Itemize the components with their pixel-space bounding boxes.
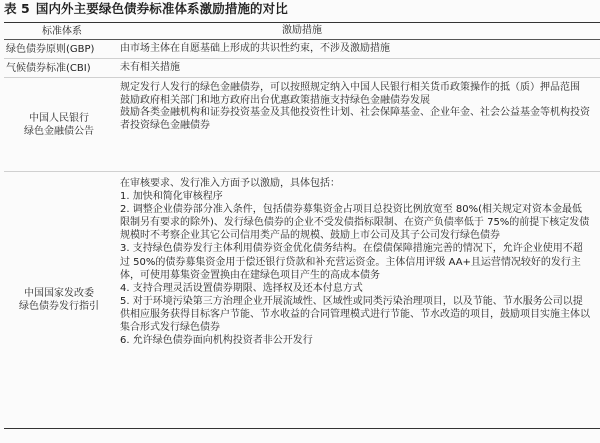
header-standard: 标准体系 xyxy=(42,25,82,37)
standard-line: 中国人民银行 xyxy=(29,112,89,124)
row-standard-cell xyxy=(4,78,120,171)
measure-paragraph: 由市场主体在自愿基础上形成的共识性约束，不涉及激励措施 xyxy=(120,42,390,54)
row-standard-cell xyxy=(4,43,120,56)
measure-paragraph: 鼓励政府相关部门和地方政府出台优惠政策措施支持绿色金融债券发展 xyxy=(120,94,430,106)
table-caption xyxy=(4,2,288,16)
measure-paragraph: 2. 调整企业债券部分准入条件，包括债券募集资金占项目总投资比例放宽至 80%(相关规定对资本金最低限制另有要求的除外)、发行绿色债券的企业不受发债指标限制、在资产负债率低于 75%的前提下核定发债规模时不考察企业其它公司信用类产品的规模、鼓励上市公司及其子公司发行绿色债券 xyxy=(120,204,590,242)
standard-line: 绿色债券原则(GBP) xyxy=(6,43,95,55)
header-measures: 激励措施 xyxy=(282,24,322,36)
comparison-table xyxy=(4,22,600,429)
table-row xyxy=(4,59,600,78)
table-row xyxy=(4,78,600,172)
measure-paragraph: 4. 支持合理灵活设置债券期限、选择权及还本付息方式 xyxy=(120,282,363,294)
standard-line: 绿色金融债公告 xyxy=(24,125,94,137)
table-row xyxy=(4,40,600,59)
row-standard-cell xyxy=(4,62,120,75)
measure-paragraph: 5. 对于环境污染第三方治理企业开展流域性、区域性或同类污染治理项目，以及节能、节水服务公司以提供相应服务获得目标客户节能、节水收益的合同管理模式进行节能、节水改造的项目，鼓励项目实施主体以集合形式发行绿色债券 xyxy=(120,295,590,334)
measure-paragraph: 在审核要求、发行准入方面予以激励，具体包括： xyxy=(120,178,340,189)
measure-paragraph: 6. 允许绿色债券面向机构投资者非公开发行 xyxy=(120,335,313,347)
measure-paragraph: 鼓励各类金融机构和证券投资基金及其他投资性计划、社会保障基金、企业年金、社会公益基金等机构投资者投资绿色金融债券 xyxy=(120,107,590,131)
row-measures-cell xyxy=(120,62,600,75)
table-header-row xyxy=(4,23,600,40)
standard-line: 绿色债券发行指引 xyxy=(19,301,99,312)
measure-paragraph: 3. 支持绿色债券发行主体利用债券资金优化债务结构。在偿债保障措施完善的情况下，允许企业使用不超过 50%的债券募集资金用于偿还银行贷款和补充营运资金。主体信用评级 AA+且运营情况较好的发行主体，可使用募集资金置换由在建绿色项目产生的高成本债务 xyxy=(120,243,583,281)
table-number: 表 5 xyxy=(4,1,30,16)
standard-line: 气候债券标准(CBI) xyxy=(6,62,91,74)
row-standard-cell xyxy=(4,172,120,428)
measure-paragraph: 未有相关措施 xyxy=(120,61,180,73)
measure-paragraph: 规定发行人发行的绿色金融债券，可以按照规定纳入中国人民银行相关货币政策操作的抵（质）押品范围 xyxy=(120,82,580,93)
table-row xyxy=(4,172,600,428)
row-measures-cell xyxy=(120,78,600,171)
row-measures-cell xyxy=(120,43,600,56)
measure-paragraph: 1. 加快和简化审核程序 xyxy=(120,191,223,203)
table-title: 国内外主要绿色债券标准体系激励措施的对比 xyxy=(35,1,288,16)
row-measures-cell xyxy=(120,172,600,428)
standard-line: 中国国家发改委 xyxy=(24,288,94,299)
